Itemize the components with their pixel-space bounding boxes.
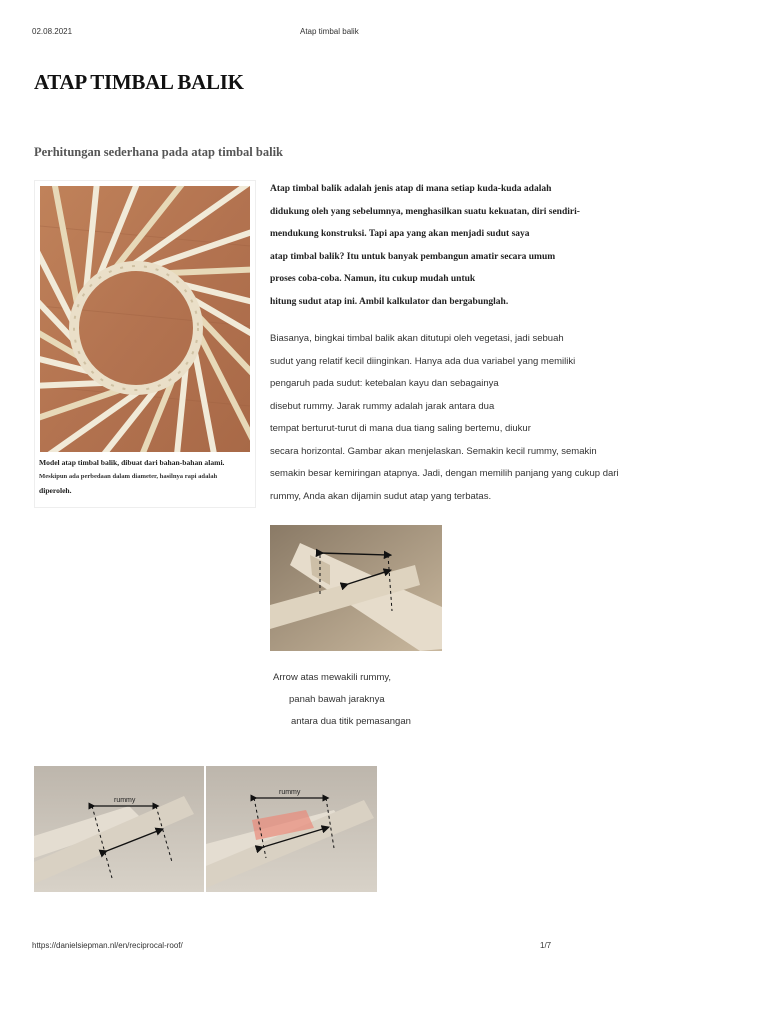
figure2-caption-line: antara dua titik pemasangan — [291, 716, 411, 727]
reciprocal-model-photo — [40, 186, 250, 452]
body-line: Biasanya, bingkai timbal balik akan ditutupi oleh vegetasi, jadi sebuah — [270, 333, 564, 344]
figure2-caption-line: Arrow atas mewakili rummy, — [273, 672, 392, 683]
page-number: 1/7 — [540, 941, 552, 950]
body-line: semakin besar kemiringan atapnya. Jadi, dengan memilih panjang yang cukup dari — [270, 468, 619, 479]
page-title: ATAP TIMBAL BALIK — [34, 70, 244, 94]
figure-rummy-arrows-photo — [270, 525, 442, 651]
source-url[interactable]: https://danielsiepman.nl/en/reciprocal-roof/ — [32, 941, 183, 950]
intro-line: Atap timbal balik adalah jenis atap di mana setiap kuda-kuda adalah — [270, 184, 552, 194]
body-line: secara horizontal. Gambar akan menjelaskan. Semakin kecil rummy, semakin — [270, 445, 597, 457]
body-line: tempat berturut-turut di mana dua tiang saling bertemu, diukur — [270, 423, 531, 434]
figure1-caption-line: diperoleh. — [39, 486, 72, 495]
body-line: pengaruh pada sudut: ketebalan kayu dan sebagainya — [270, 378, 499, 389]
figure-rummy-comparison-photo — [34, 766, 377, 892]
rummy-label-left: rummy — [114, 797, 136, 804]
body-line: disebut rummy. Jarak rummy adalah jarak antara dua — [270, 400, 495, 412]
rummy-label-right: rummy — [279, 789, 301, 796]
figure1-caption-line: Meskipun ada perbedaan dalam diameter, hasilnya rapi adalah — [39, 473, 218, 480]
figure2-caption-line: panah bawah jaraknya — [289, 694, 385, 705]
body-paragraph — [270, 328, 670, 508]
body-line: sudut yang relatif kecil diinginkan. Hanya ada dua variabel yang memiliki — [270, 355, 576, 367]
intro-line: proses coba-coba. Namun, itu cukup mudah untuk — [270, 274, 476, 284]
figure-reciprocal-model — [34, 180, 256, 508]
body-line: rummy, Anda akan dijamin sudut atap yang terbatas. — [270, 490, 492, 502]
intro-line: hitung sudut atap ini. Ambil kalkulator dan bergabunglah. — [270, 296, 509, 307]
intro-paragraph — [270, 178, 670, 313]
intro-line: atap timbal balik? Itu untuk banyak pembangun amatir secara umum — [270, 251, 556, 262]
print-date: 02.08.2021 — [32, 27, 73, 36]
intro-line: didukung oleh yang sebelumnya, menghasilkan suatu kekuatan, diri sendiri- — [270, 206, 580, 217]
intro-line: mendukung konstruksi. Tapi apa yang akan menjadi sudut saya — [270, 229, 530, 239]
print-page-title: Atap timbal balik — [300, 27, 359, 36]
section-subtitle: Perhitungan sederhana pada atap timbal balik — [34, 145, 284, 159]
figure1-caption-title: Model atap timbal balik, dibuat dari bahan-bahan alami. — [39, 458, 225, 467]
